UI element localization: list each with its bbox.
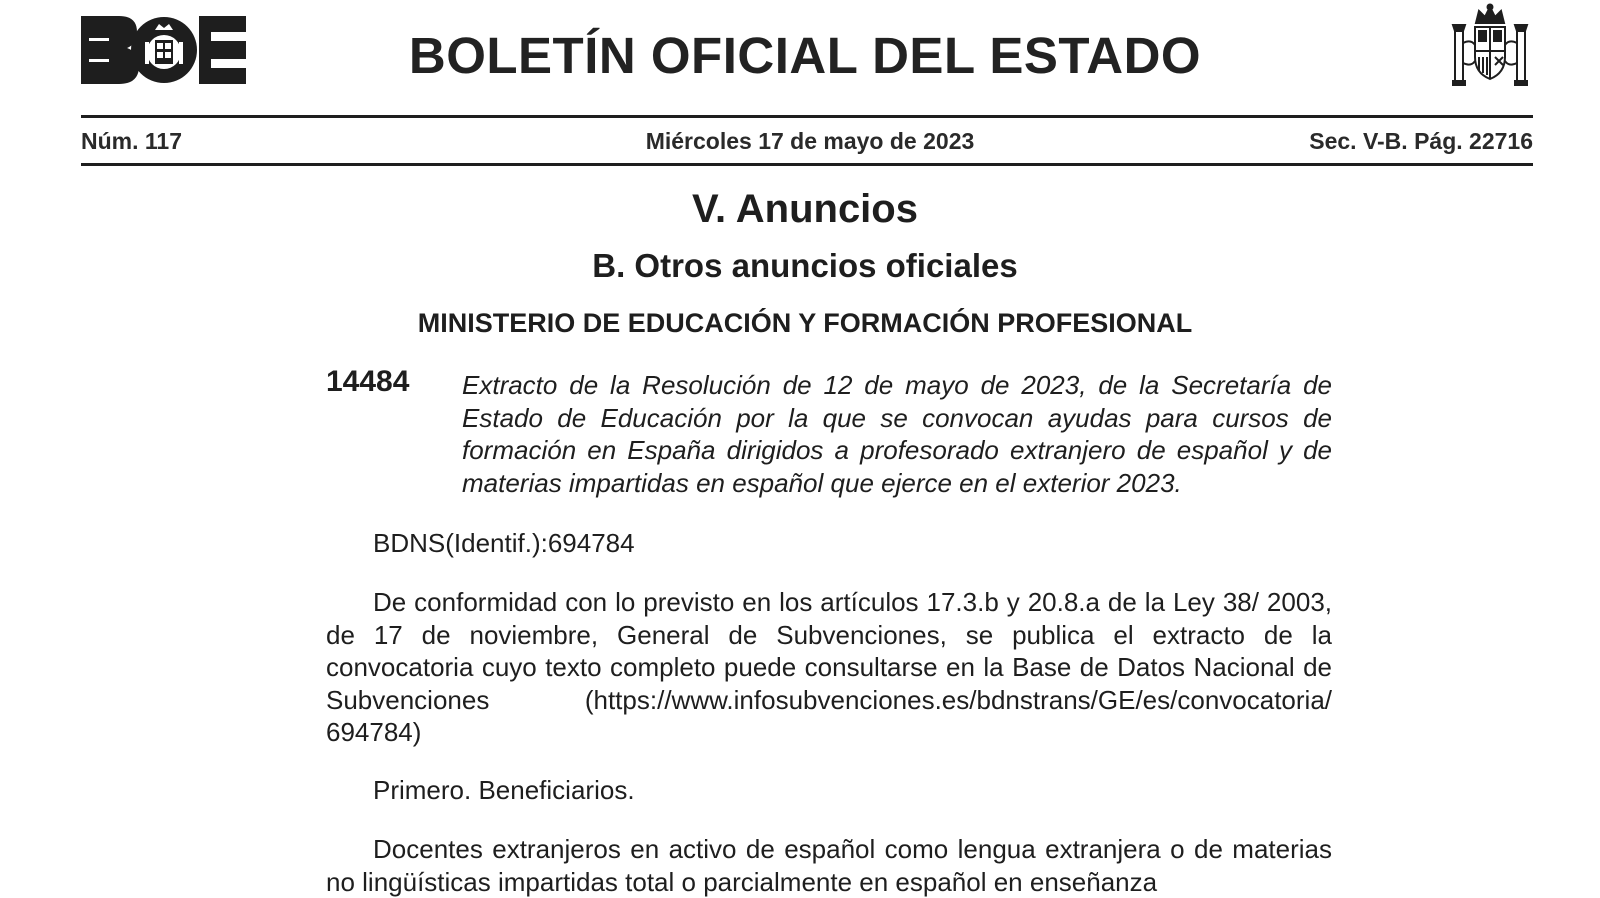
issue-date: Miércoles 17 de mayo de 2023 [645, 128, 975, 154]
header-rule-bottom [81, 163, 1533, 166]
masthead-title: BOLETÍN OFICIAL DEL ESTADO [408, 27, 1202, 84]
intro-paragraph: De conformidad con lo previsto en los artículos 17.3.b y 20.8.a de la Ley 38/ 2003, de 17 de noviembre, General de Subvenciones, se publica el extracto de la convocatoria cuyo texto completo puede consultarse en la Base de Datos Nacional de Subvenciones (https://www.infosubvenciones.es/bdnstrans/GE/es/convocatoria/ 694784) [326, 587, 1332, 747]
ministry-heading: MINISTERIO DE EDUCACIÓN Y FORMACIÓN PROFESIONAL [417, 308, 1193, 338]
bdns-identifier: BDNS(Identif.):694784 [373, 528, 635, 558]
subsection-heading: B. Otros anuncios oficiales [592, 247, 1018, 284]
issue-number: Núm. 117 [81, 128, 182, 154]
entry-number: 14484 [326, 365, 410, 398]
entry-title: Extracto de la Resolución de 12 de mayo de 2023, de la Secretaría de Estado de Educación por la que se convocan ayudas para cursos de formación en España dirigidos a profesorado extranjero de español y de materias impartidas en español que ejerce en el exterior 2023. [462, 370, 1332, 498]
header-rule-top [81, 115, 1533, 118]
section-page: Sec. V-B. Pág. 22716 [1309, 128, 1533, 154]
beneficiaries-paragraph: Docentes extranjeros en activo de español como lengua extranjera o de materias no lingüísticas impartidas total o parcialmente en español en enseñanza [326, 834, 1332, 897]
coat-of-arms-icon [1451, 3, 1529, 87]
beneficiaries-heading: Primero. Beneficiarios. [373, 775, 635, 805]
section-heading: V. Anuncios [692, 187, 918, 231]
boe-logo-icon [81, 16, 246, 84]
